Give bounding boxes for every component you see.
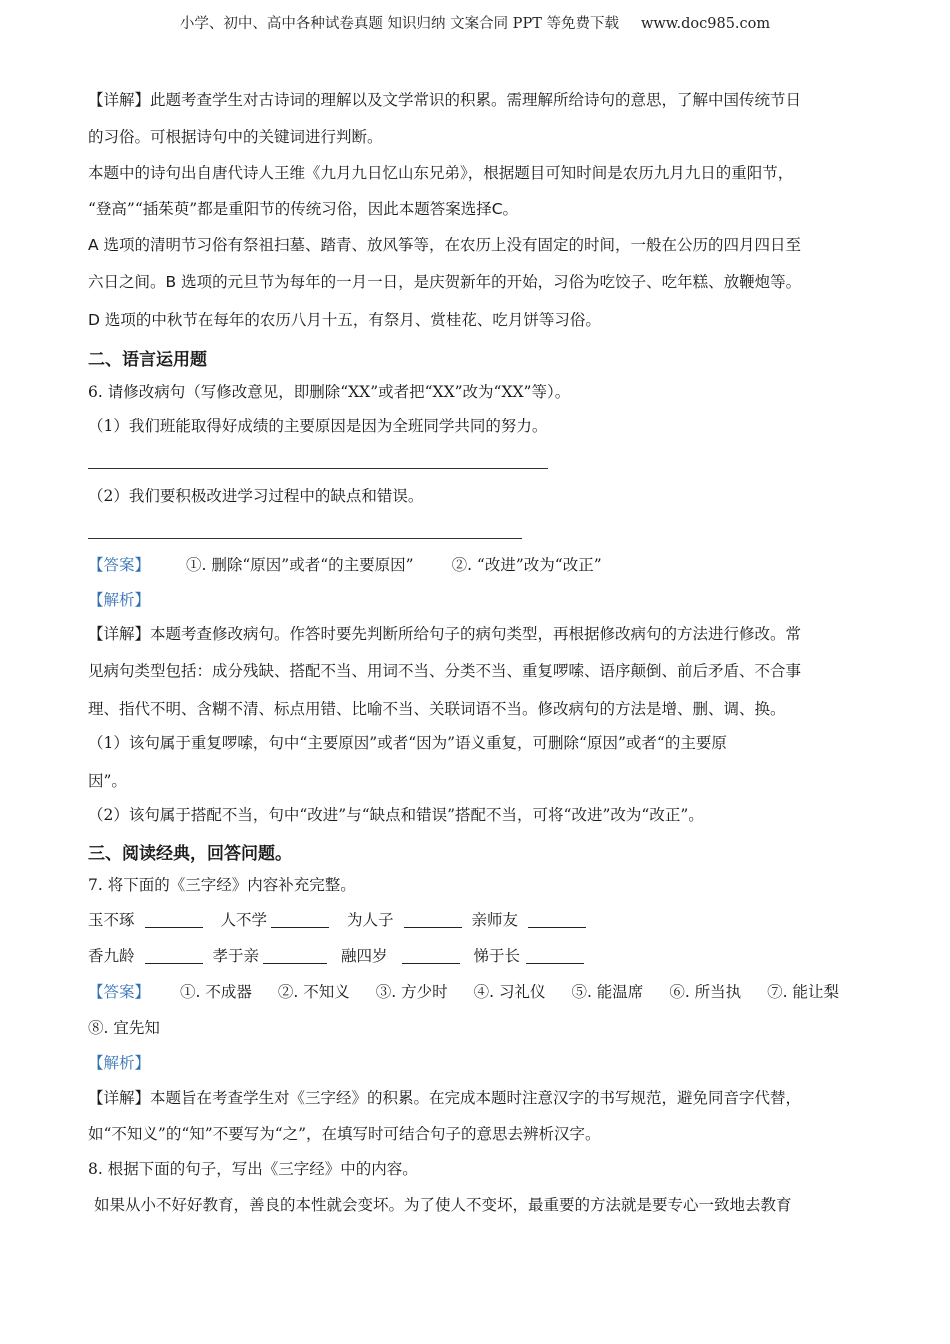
blank-5[interactable] (145, 947, 203, 964)
q6-detail-4: （1）该句属于重复啰嗦，句中“主要原因”或者“因为”语义重复，可删除“原因”或者“的主要原 (88, 734, 727, 752)
q7-answer-8: ⑧. 宜先知 (88, 1019, 160, 1037)
q7-answer: 【答案】 ①. 不成器 ②. 不知义 ③. 方少时 ④. 习礼仪 ⑤. 能温席 ⑥. 所当执 ⑦. 能让梨 (88, 983, 840, 1001)
header-text: 小学、初中、高中各种试卷真题 知识归纳 文案合同 PPT 等免费下载 (179, 16, 619, 32)
q7-detail-1: 【详解】本题旨在考查学生对《三字经》的积累。在完成本题时注意汉字的书写规范，避免同音字代替， (88, 1089, 802, 1107)
p1-line-6: 六日之间。B 选项的元旦节为每年的一月一日，是庆贺新年的开始，习俗为吃饺子、吃年糕、放鞭炮等。 (88, 273, 802, 291)
blank-1[interactable] (145, 911, 203, 928)
blank-2[interactable] (271, 911, 329, 928)
answer-line-1[interactable] (88, 468, 548, 469)
q7-detail-2: 如“不知义”的“知”不要写为“之”，在填写时可结合句子的意思去辨析汉字。 (88, 1125, 601, 1143)
q6-sentence-2: （2）我们要积极改进学习过程中的缺点和错误。 (88, 487, 424, 505)
answer-line-2[interactable] (88, 538, 522, 539)
p1-line-7: D 选项的中秋节在每年的农历八月十五，有祭月、赏桂花、吃月饼等习俗。 (88, 311, 601, 329)
q6-sentence-1: （1）我们班能取得好成绩的主要原因是因为全班同学共同的努力。 (88, 417, 548, 435)
answer-tag: 【答案】 (88, 556, 151, 574)
analysis-tag: 【解析】 (88, 1054, 151, 1072)
blank-3[interactable] (404, 911, 462, 928)
q6-prompt: 6. 请修改病句（写修改意见，即删除“XX”或者把“XX”改为“XX”等）。 (88, 383, 571, 401)
blank-7[interactable] (402, 947, 460, 964)
q6-detail-6: （2）该句属于搭配不当，句中“改进”与“缺点和错误”搭配不当，可将“改进”改为“改正”。 (88, 806, 704, 824)
fill-row-1: 玉不琢 人不学 为人子 亲师友 (88, 909, 868, 931)
blank-4[interactable] (528, 911, 586, 928)
answer-tag: 【答案】 (88, 983, 151, 1001)
q8-prompt: 8. 根据下面的句子，写出《三字经》中的内容。 (88, 1160, 418, 1178)
section-3-title: 三、阅读经典，回答问题。 (88, 844, 292, 864)
analysis-tag: 【解析】 (88, 591, 151, 609)
p1-line-3: 本题中的诗句出自唐代诗人王维《九月九日忆山东兄弟》，根据题目可知时间是农历九月九日的重阳节， (88, 164, 794, 182)
page-header (0, 12, 950, 33)
p1-line-5: A 选项的清明节习俗有祭祖扫墓、踏青、放风筝等，在农历上没有固定的时间，一般在公历的四月四日至 (88, 236, 802, 254)
q7-prompt: 7. 将下面的《三字经》内容补充完整。 (88, 876, 356, 894)
blank-6[interactable] (263, 947, 327, 964)
header-site[interactable]: www.doc985.com (640, 16, 771, 32)
p1-line-4: “登高”“插茱萸”都是重阳节的传统习俗，因此本题答案选择C。 (88, 200, 519, 218)
q6-detail-1: 【详解】本题考查修改病句。作答时要先判断所给句子的病句类型，再根据修改病句的方法进行修改。常 (88, 625, 802, 643)
q6-detail-3: 理、指代不明、含糊不清、标点用错、比喻不当、关联词语不当。修改病句的方法是增、删、调、换。 (88, 700, 786, 718)
q6-detail-2: 见病句类型包括：成分残缺、搭配不当、用词不当、分类不当、重复啰嗦、语序颠倒、前后矛盾、不合事 (88, 662, 802, 680)
q8-text: 如果从小不好好教育，善良的本性就会变坏。为了使人不变坏，最重要的方法就是要专心一致地去教育 (94, 1196, 792, 1214)
q6-answer: 【答案】 ①. 删除“原因”或者“的主要原因” ②. “改进”改为“改正” (88, 556, 602, 574)
blank-8[interactable] (526, 947, 584, 964)
fill-row-2: 香九龄 孝于亲 融四岁 悌于长 (88, 945, 868, 967)
q6-detail-5: 因”。 (88, 772, 127, 790)
p1-line-1: 【详解】此题考查学生对古诗词的理解以及文学常识的积累。需理解所给诗句的意思，了解中国传统节日 (88, 91, 802, 109)
p1-line-2: 的习俗。可根据诗句中的关键词进行判断。 (88, 128, 383, 146)
section-2-title: 二、语言运用题 (88, 350, 207, 370)
